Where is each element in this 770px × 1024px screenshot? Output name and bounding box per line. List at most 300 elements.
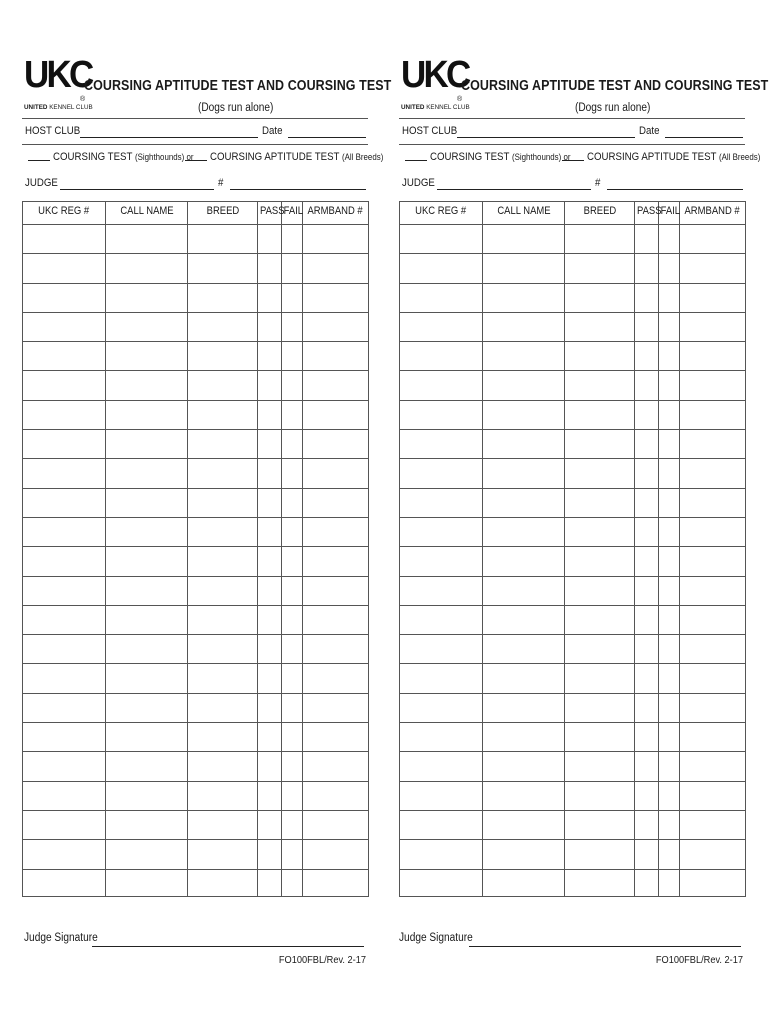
fail-cell[interactable]: [659, 635, 680, 664]
call-name-cell[interactable]: [106, 576, 188, 605]
breed-cell[interactable]: [565, 488, 635, 517]
armband-cell[interactable]: [303, 781, 369, 810]
fail-cell[interactable]: [282, 781, 303, 810]
pass-cell[interactable]: [258, 547, 282, 576]
call-name-cell[interactable]: [483, 283, 565, 312]
fail-cell[interactable]: [659, 664, 680, 693]
breed-cell[interactable]: [565, 752, 635, 781]
ukc-reg-cell[interactable]: [23, 371, 106, 400]
armband-cell[interactable]: [303, 517, 369, 546]
coursing-test-checkbox[interactable]: [405, 160, 427, 161]
fail-cell[interactable]: [282, 400, 303, 429]
pass-cell[interactable]: [635, 752, 659, 781]
call-name-cell[interactable]: [483, 664, 565, 693]
fail-cell[interactable]: [282, 840, 303, 869]
table-row: [23, 400, 369, 429]
fail-cell[interactable]: [659, 488, 680, 517]
breed-cell[interactable]: [565, 371, 635, 400]
pass-cell[interactable]: [258, 605, 282, 634]
call-name-cell[interactable]: [106, 664, 188, 693]
ukc-reg-cell[interactable]: [400, 869, 483, 896]
judge-signature-field[interactable]: [92, 946, 364, 947]
pass-cell[interactable]: [258, 635, 282, 664]
fail-cell[interactable]: [282, 547, 303, 576]
armband-cell[interactable]: [303, 693, 369, 722]
pass-cell[interactable]: [635, 635, 659, 664]
ukc-reg-cell[interactable]: [400, 400, 483, 429]
ukc-reg-cell[interactable]: [400, 371, 483, 400]
breed-cell[interactable]: [565, 693, 635, 722]
breed-cell[interactable]: [188, 371, 258, 400]
breed-cell[interactable]: [188, 488, 258, 517]
fail-cell[interactable]: [659, 283, 680, 312]
armband-cell[interactable]: [303, 605, 369, 634]
form-code: FO100FBL/Rev. 2-17: [278, 954, 366, 966]
fail-cell[interactable]: [282, 635, 303, 664]
call-name-cell[interactable]: [106, 400, 188, 429]
armband-cell[interactable]: [680, 488, 746, 517]
armband-cell[interactable]: [303, 283, 369, 312]
fail-cell[interactable]: [659, 430, 680, 459]
ukc-reg-cell[interactable]: [400, 781, 483, 810]
breed-cell[interactable]: [188, 342, 258, 371]
judge-signature-field[interactable]: [469, 946, 741, 947]
ukc-reg-cell[interactable]: [23, 605, 106, 634]
armband-cell[interactable]: [303, 752, 369, 781]
ukc-reg-cell[interactable]: [400, 312, 483, 341]
call-name-cell[interactable]: [483, 254, 565, 283]
fail-cell[interactable]: [659, 576, 680, 605]
pass-cell[interactable]: [258, 781, 282, 810]
breed-cell[interactable]: [565, 869, 635, 896]
fail-cell[interactable]: [282, 371, 303, 400]
ukc-reg-cell[interactable]: [23, 752, 106, 781]
call-name-cell[interactable]: [483, 342, 565, 371]
breed-cell[interactable]: [565, 840, 635, 869]
armband-cell[interactable]: [303, 810, 369, 839]
ukc-reg-cell[interactable]: [23, 459, 106, 488]
breed-cell[interactable]: [188, 869, 258, 896]
ukc-reg-cell[interactable]: [400, 459, 483, 488]
call-name-cell[interactable]: [483, 781, 565, 810]
fail-cell[interactable]: [282, 342, 303, 371]
breed-cell[interactable]: [565, 254, 635, 283]
breed-cell[interactable]: [565, 781, 635, 810]
pass-cell[interactable]: [635, 869, 659, 896]
ukc-reg-cell[interactable]: [23, 488, 106, 517]
armband-cell[interactable]: [680, 693, 746, 722]
breed-cell[interactable]: [565, 283, 635, 312]
call-name-cell[interactable]: [483, 488, 565, 517]
table-row: [23, 283, 369, 312]
ukc-reg-cell[interactable]: [400, 430, 483, 459]
armband-cell[interactable]: [303, 225, 369, 254]
breed-cell[interactable]: [188, 430, 258, 459]
ukc-reg-cell[interactable]: [400, 225, 483, 254]
ukc-reg-cell[interactable]: [23, 664, 106, 693]
pass-cell[interactable]: [258, 400, 282, 429]
fail-cell[interactable]: [282, 810, 303, 839]
fail-cell[interactable]: [659, 723, 680, 752]
fail-cell[interactable]: [659, 840, 680, 869]
fail-cell[interactable]: [659, 459, 680, 488]
breed-cell[interactable]: [565, 517, 635, 546]
armband-cell[interactable]: [680, 283, 746, 312]
fail-cell[interactable]: [282, 488, 303, 517]
fail-cell[interactable]: [282, 664, 303, 693]
fail-cell[interactable]: [659, 869, 680, 896]
armband-cell[interactable]: [680, 752, 746, 781]
ukc-reg-cell[interactable]: [23, 342, 106, 371]
pass-cell[interactable]: [258, 488, 282, 517]
breed-cell[interactable]: [565, 810, 635, 839]
ukc-reg-cell[interactable]: [400, 342, 483, 371]
pass-cell[interactable]: [635, 547, 659, 576]
armband-cell[interactable]: [303, 342, 369, 371]
fail-cell[interactable]: [282, 752, 303, 781]
ukc-reg-cell[interactable]: [23, 869, 106, 896]
host-club-field[interactable]: [80, 137, 258, 138]
ukc-reg-cell[interactable]: [400, 488, 483, 517]
ukc-reg-cell[interactable]: [23, 254, 106, 283]
date-field[interactable]: [665, 137, 743, 138]
ukc-reg-cell[interactable]: [400, 664, 483, 693]
armband-cell[interactable]: [680, 371, 746, 400]
ukc-reg-cell[interactable]: [400, 517, 483, 546]
armband-cell[interactable]: [680, 547, 746, 576]
call-name-cell[interactable]: [106, 283, 188, 312]
pass-cell[interactable]: [635, 488, 659, 517]
pass-cell[interactable]: [635, 810, 659, 839]
call-name-cell[interactable]: [483, 869, 565, 896]
ukc-reg-cell[interactable]: [23, 517, 106, 546]
call-name-cell[interactable]: [483, 225, 565, 254]
armband-cell[interactable]: [680, 342, 746, 371]
pass-cell[interactable]: [635, 342, 659, 371]
breed-cell[interactable]: [188, 459, 258, 488]
call-name-cell[interactable]: [483, 576, 565, 605]
pass-cell[interactable]: [258, 664, 282, 693]
breed-cell[interactable]: [565, 400, 635, 429]
call-name-cell[interactable]: [483, 400, 565, 429]
pass-cell[interactable]: [258, 283, 282, 312]
call-name-cell[interactable]: [483, 459, 565, 488]
call-name-cell[interactable]: [106, 840, 188, 869]
fail-cell[interactable]: [659, 547, 680, 576]
armband-cell[interactable]: [303, 723, 369, 752]
fail-cell[interactable]: [282, 254, 303, 283]
fail-cell[interactable]: [282, 576, 303, 605]
pass-cell[interactable]: [258, 810, 282, 839]
call-name-cell[interactable]: [106, 752, 188, 781]
armband-cell[interactable]: [680, 840, 746, 869]
call-name-cell[interactable]: [106, 225, 188, 254]
call-name-cell[interactable]: [483, 547, 565, 576]
pass-cell[interactable]: [258, 723, 282, 752]
armband-cell[interactable]: [303, 869, 369, 896]
fail-cell[interactable]: [282, 693, 303, 722]
armband-cell[interactable]: [303, 312, 369, 341]
fail-cell[interactable]: [282, 283, 303, 312]
pass-cell[interactable]: [258, 312, 282, 341]
armband-cell[interactable]: [680, 254, 746, 283]
ukc-reg-cell[interactable]: [23, 400, 106, 429]
fail-cell[interactable]: [282, 723, 303, 752]
armband-cell[interactable]: [680, 517, 746, 546]
ukc-reg-cell[interactable]: [23, 283, 106, 312]
breed-cell[interactable]: [188, 283, 258, 312]
ukc-reg-cell[interactable]: [23, 225, 106, 254]
call-name-cell[interactable]: [483, 517, 565, 546]
ukc-reg-cell[interactable]: [23, 635, 106, 664]
ukc-reg-cell[interactable]: [23, 693, 106, 722]
armband-cell[interactable]: [303, 254, 369, 283]
call-name-cell[interactable]: [106, 371, 188, 400]
host-club-field[interactable]: [457, 137, 635, 138]
call-name-cell[interactable]: [483, 752, 565, 781]
breed-cell[interactable]: [565, 342, 635, 371]
call-name-cell[interactable]: [106, 605, 188, 634]
pass-cell[interactable]: [635, 576, 659, 605]
judge-number-field[interactable]: [607, 189, 743, 190]
armband-cell[interactable]: [680, 605, 746, 634]
aptitude-test-checkbox[interactable]: [562, 160, 584, 161]
judge-number-field[interactable]: [230, 189, 366, 190]
ukc-reg-cell[interactable]: [23, 840, 106, 869]
breed-cell[interactable]: [188, 664, 258, 693]
armband-cell[interactable]: [680, 459, 746, 488]
pass-cell[interactable]: [258, 752, 282, 781]
fail-cell[interactable]: [659, 693, 680, 722]
call-name-cell[interactable]: [483, 371, 565, 400]
fail-cell[interactable]: [282, 869, 303, 896]
armband-cell[interactable]: [303, 576, 369, 605]
fail-cell[interactable]: [282, 225, 303, 254]
pass-cell[interactable]: [635, 723, 659, 752]
call-name-cell[interactable]: [483, 723, 565, 752]
ukc-reg-cell[interactable]: [23, 547, 106, 576]
ukc-reg-cell[interactable]: [23, 810, 106, 839]
armband-cell[interactable]: [680, 664, 746, 693]
pass-cell[interactable]: [258, 430, 282, 459]
pass-cell[interactable]: [635, 283, 659, 312]
breed-cell[interactable]: [188, 517, 258, 546]
fail-cell[interactable]: [659, 517, 680, 546]
pass-cell[interactable]: [635, 430, 659, 459]
call-name-cell[interactable]: [483, 840, 565, 869]
call-name-cell[interactable]: [106, 312, 188, 341]
call-name-cell[interactable]: [106, 459, 188, 488]
breed-cell[interactable]: [565, 430, 635, 459]
call-name-cell[interactable]: [106, 430, 188, 459]
breed-cell[interactable]: [188, 781, 258, 810]
armband-cell[interactable]: [680, 400, 746, 429]
pass-cell[interactable]: [258, 225, 282, 254]
fail-cell[interactable]: [282, 605, 303, 634]
ukc-reg-cell[interactable]: [400, 635, 483, 664]
call-name-cell[interactable]: [106, 810, 188, 839]
breed-cell[interactable]: [188, 254, 258, 283]
table-row: [400, 312, 746, 341]
breed-cell[interactable]: [188, 400, 258, 429]
call-name-cell[interactable]: [106, 869, 188, 896]
armband-cell[interactable]: [303, 664, 369, 693]
call-name-cell[interactable]: [483, 693, 565, 722]
breed-cell[interactable]: [188, 547, 258, 576]
ukc-reg-cell[interactable]: [400, 283, 483, 312]
fail-cell[interactable]: [659, 810, 680, 839]
armband-cell[interactable]: [303, 547, 369, 576]
call-name-cell[interactable]: [483, 810, 565, 839]
judge-field[interactable]: [60, 189, 214, 190]
armband-cell[interactable]: [303, 840, 369, 869]
breed-cell[interactable]: [565, 312, 635, 341]
pass-cell[interactable]: [258, 840, 282, 869]
fail-cell[interactable]: [659, 225, 680, 254]
armband-cell[interactable]: [303, 400, 369, 429]
ukc-reg-cell[interactable]: [23, 312, 106, 341]
pass-cell[interactable]: [635, 459, 659, 488]
armband-cell[interactable]: [303, 371, 369, 400]
pass-cell[interactable]: [635, 312, 659, 341]
pass-cell[interactable]: [258, 869, 282, 896]
pass-cell[interactable]: [635, 605, 659, 634]
coursing-test-checkbox[interactable]: [28, 160, 50, 161]
ukc-reg-cell[interactable]: [400, 752, 483, 781]
breed-cell[interactable]: [188, 576, 258, 605]
fail-cell[interactable]: [659, 781, 680, 810]
ukc-reg-cell[interactable]: [23, 723, 106, 752]
call-name-cell[interactable]: [483, 312, 565, 341]
fail-cell[interactable]: [282, 430, 303, 459]
armband-cell[interactable]: [680, 810, 746, 839]
pass-cell[interactable]: [635, 781, 659, 810]
breed-cell[interactable]: [188, 225, 258, 254]
ukc-reg-cell[interactable]: [400, 254, 483, 283]
date-label: Date: [262, 125, 283, 137]
call-name-cell[interactable]: [483, 605, 565, 634]
fail-cell[interactable]: [659, 605, 680, 634]
call-name-cell[interactable]: [106, 254, 188, 283]
ukc-reg-cell[interactable]: [23, 430, 106, 459]
armband-cell[interactable]: [303, 430, 369, 459]
call-name-cell[interactable]: [106, 723, 188, 752]
ukc-reg-cell[interactable]: [400, 693, 483, 722]
call-name-cell[interactable]: [106, 342, 188, 371]
breed-cell[interactable]: [565, 459, 635, 488]
armband-cell[interactable]: [680, 576, 746, 605]
pass-cell[interactable]: [635, 371, 659, 400]
pass-cell[interactable]: [635, 693, 659, 722]
breed-cell[interactable]: [188, 840, 258, 869]
call-name-cell[interactable]: [106, 693, 188, 722]
test-type-row: [399, 144, 761, 170]
call-name-cell[interactable]: [106, 635, 188, 664]
armband-cell[interactable]: [303, 488, 369, 517]
table-row: [23, 840, 369, 869]
ukc-reg-cell[interactable]: [400, 810, 483, 839]
breed-cell[interactable]: [565, 576, 635, 605]
armband-cell[interactable]: [680, 312, 746, 341]
call-name-cell[interactable]: [106, 517, 188, 546]
breed-cell[interactable]: [565, 605, 635, 634]
breed-cell[interactable]: [188, 635, 258, 664]
col-call-name: CALL NAME: [483, 202, 565, 225]
breed-cell[interactable]: [188, 312, 258, 341]
armband-cell[interactable]: [680, 869, 746, 896]
armband-cell[interactable]: [680, 430, 746, 459]
armband-cell[interactable]: [680, 781, 746, 810]
call-name-cell[interactable]: [483, 430, 565, 459]
table-row: [400, 254, 746, 283]
fail-cell[interactable]: [282, 312, 303, 341]
breed-cell[interactable]: [565, 723, 635, 752]
pass-cell[interactable]: [258, 517, 282, 546]
call-name-cell[interactable]: [483, 635, 565, 664]
fail-cell[interactable]: [659, 752, 680, 781]
call-name-cell[interactable]: [106, 488, 188, 517]
pass-cell[interactable]: [635, 517, 659, 546]
armband-cell[interactable]: [680, 723, 746, 752]
breed-cell[interactable]: [565, 225, 635, 254]
pass-cell[interactable]: [258, 254, 282, 283]
fail-cell[interactable]: [282, 459, 303, 488]
pass-cell[interactable]: [635, 254, 659, 283]
breed-cell[interactable]: [188, 752, 258, 781]
breed-cell[interactable]: [188, 810, 258, 839]
fail-cell[interactable]: [659, 254, 680, 283]
ukc-reg-cell[interactable]: [400, 605, 483, 634]
breed-cell[interactable]: [188, 693, 258, 722]
coursing-test-label: COURSING TEST (Sighthounds) or: [53, 151, 194, 163]
ukc-reg-cell[interactable]: [400, 547, 483, 576]
breed-cell[interactable]: [188, 605, 258, 634]
pass-cell[interactable]: [258, 342, 282, 371]
pass-cell[interactable]: [635, 225, 659, 254]
pass-cell[interactable]: [258, 576, 282, 605]
pass-cell[interactable]: [258, 459, 282, 488]
ukc-reg-cell[interactable]: [400, 576, 483, 605]
pass-cell[interactable]: [635, 400, 659, 429]
aptitude-test-checkbox[interactable]: [185, 160, 207, 161]
armband-cell[interactable]: [303, 635, 369, 664]
pass-cell[interactable]: [258, 371, 282, 400]
ukc-reg-cell[interactable]: [23, 576, 106, 605]
ukc-reg-cell[interactable]: [400, 840, 483, 869]
armband-cell[interactable]: [680, 635, 746, 664]
ukc-reg-cell[interactable]: [23, 781, 106, 810]
pass-cell[interactable]: [635, 664, 659, 693]
date-field[interactable]: [288, 137, 366, 138]
armband-cell[interactable]: [680, 225, 746, 254]
breed-cell[interactable]: [565, 547, 635, 576]
pass-cell[interactable]: [258, 693, 282, 722]
fail-cell[interactable]: [282, 517, 303, 546]
armband-cell[interactable]: [303, 459, 369, 488]
breed-cell[interactable]: [565, 635, 635, 664]
pass-cell[interactable]: [635, 840, 659, 869]
judge-field[interactable]: [437, 189, 591, 190]
call-name-cell[interactable]: [106, 781, 188, 810]
call-name-cell[interactable]: [106, 547, 188, 576]
breed-cell[interactable]: [188, 723, 258, 752]
fail-cell[interactable]: [659, 371, 680, 400]
fail-cell[interactable]: [659, 400, 680, 429]
fail-cell[interactable]: [659, 342, 680, 371]
fail-cell[interactable]: [659, 312, 680, 341]
ukc-reg-cell[interactable]: [400, 723, 483, 752]
breed-cell[interactable]: [565, 664, 635, 693]
